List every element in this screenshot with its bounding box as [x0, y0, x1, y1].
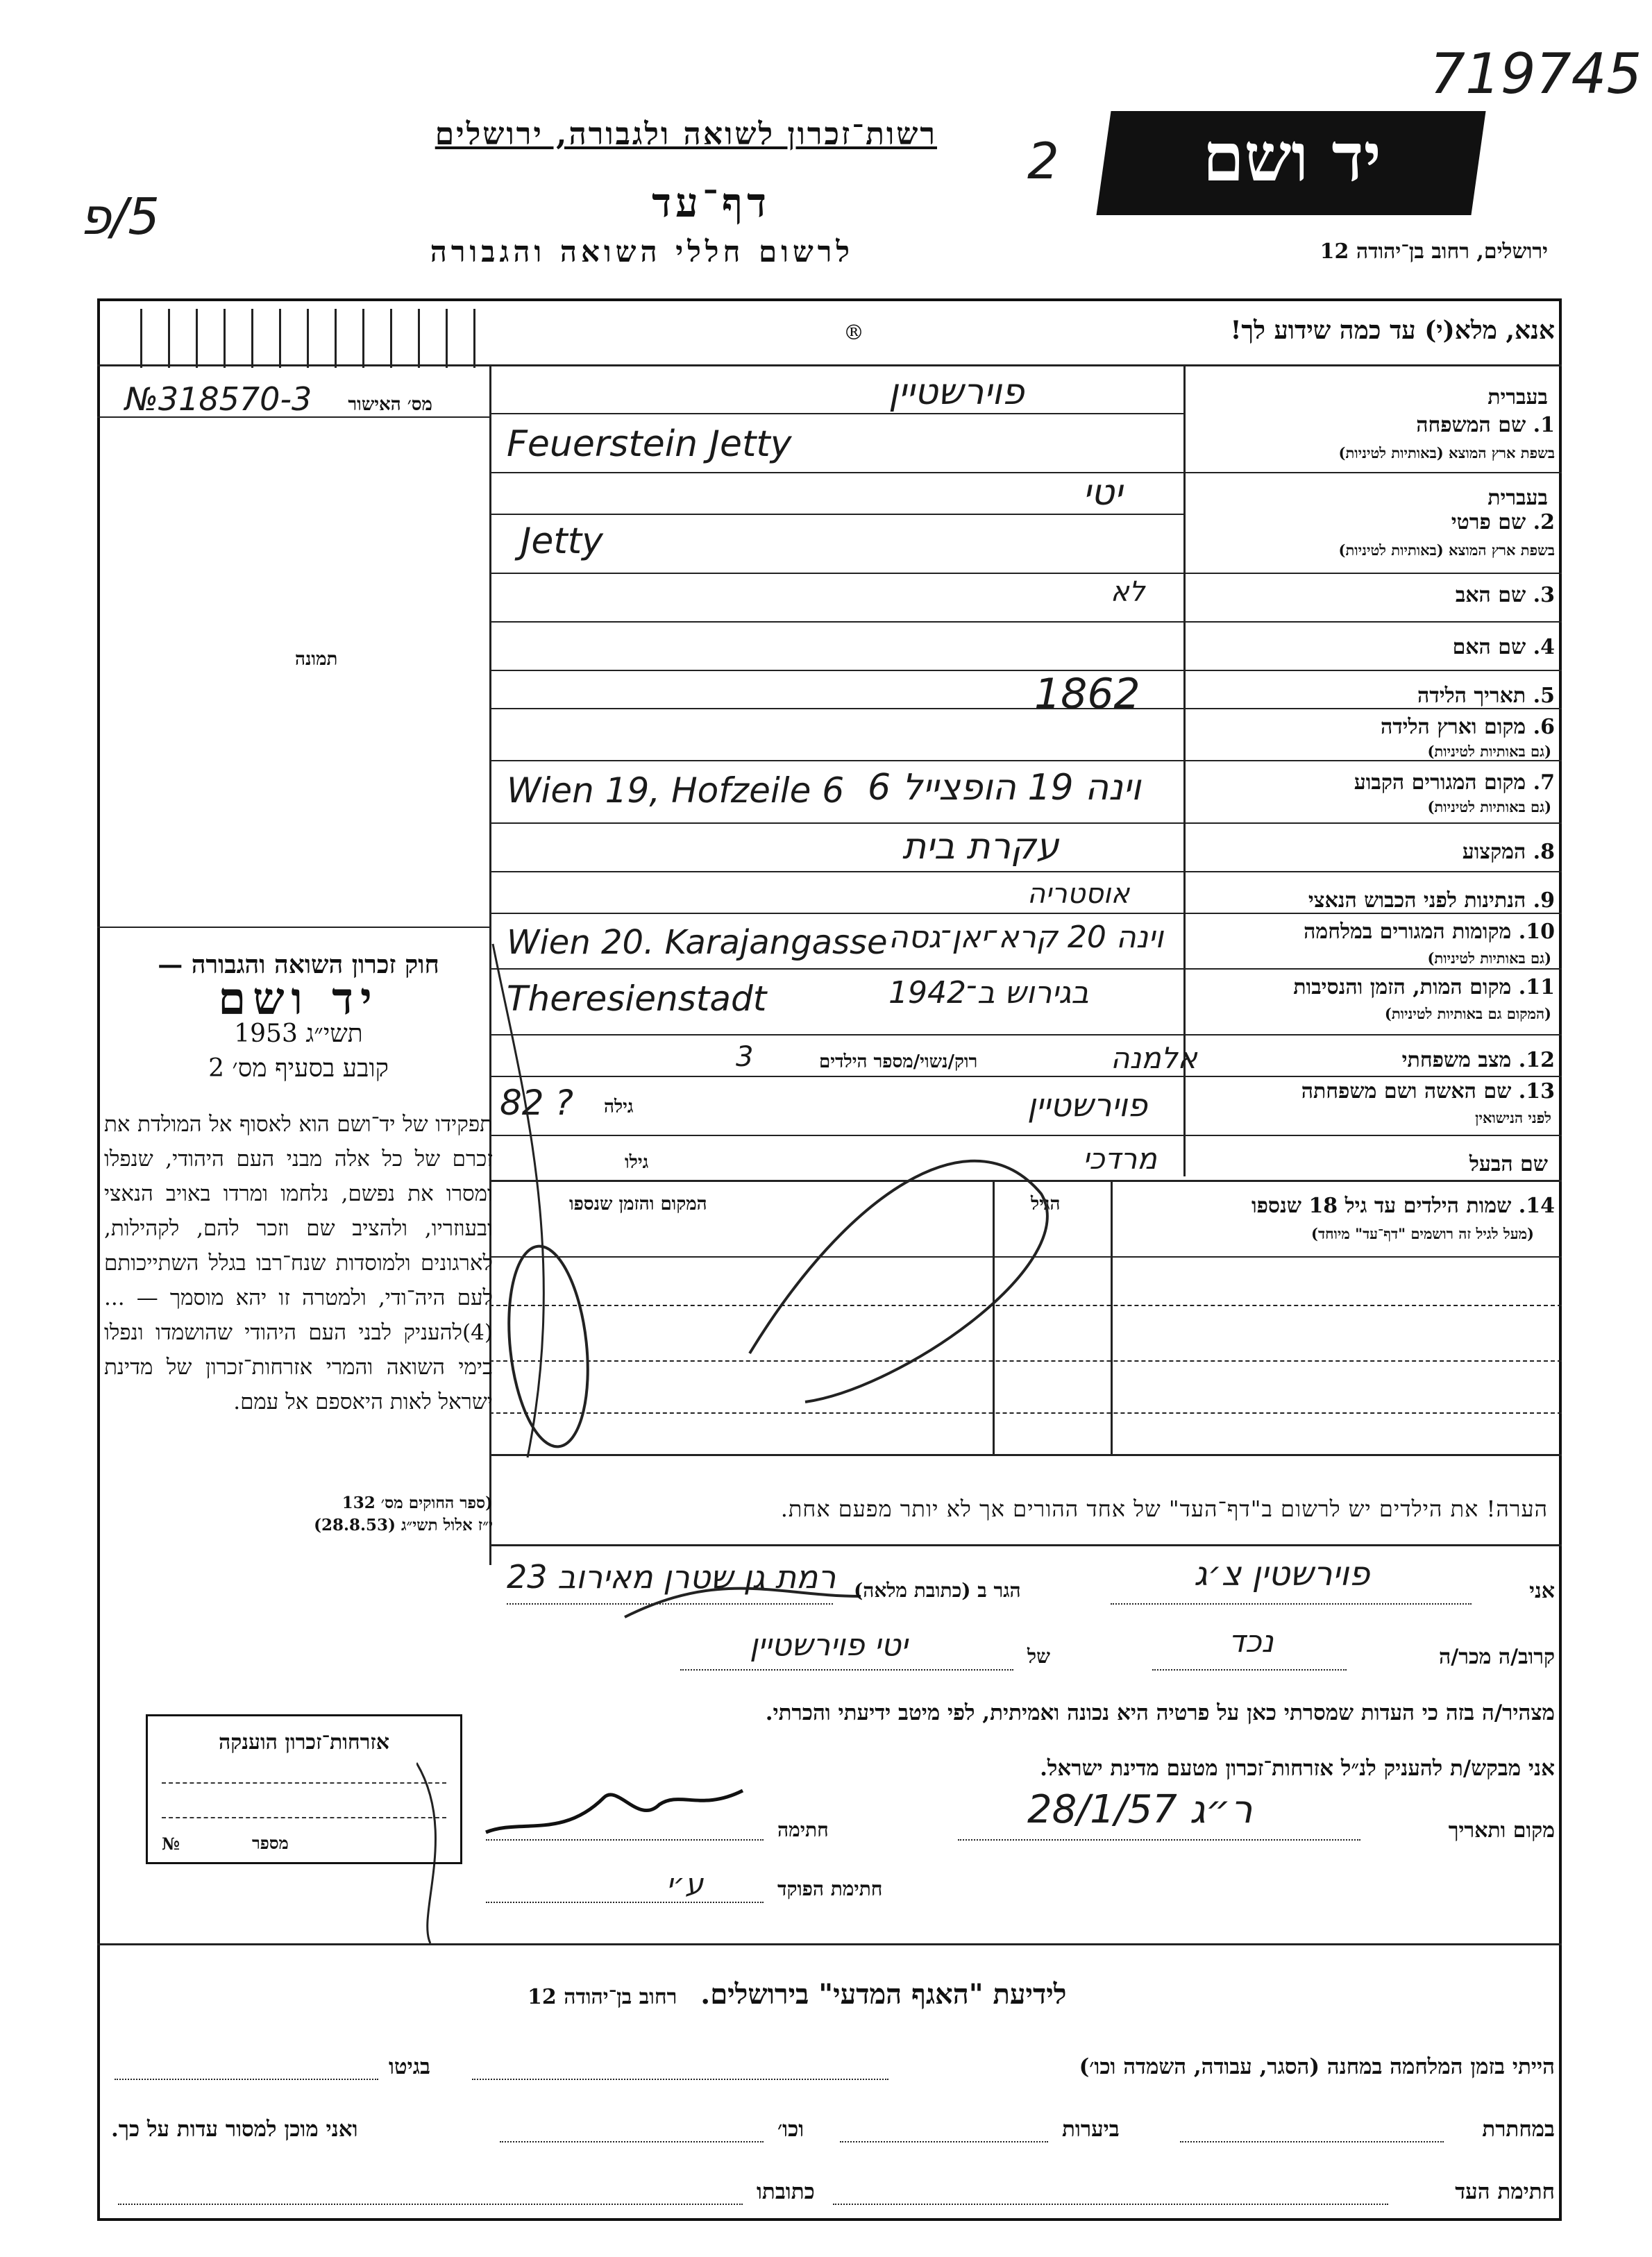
residence-latin-value: Wien 19, Hofzeile 6: [507, 770, 845, 811]
certificate-number-row: [125, 380, 432, 418]
underground-label: במחתרת: [1482, 2117, 1555, 2142]
witness-sig-label: חתימת העד: [1455, 2179, 1555, 2204]
page-subtitle: לרשום חללי השואה והגבורה: [430, 235, 854, 269]
children-label: 14. שמות הילדים עד גיל 18 שנספו: [1251, 1194, 1555, 1218]
husband-name-label: שם הבעל: [1469, 1152, 1548, 1176]
law-name: יד ושם: [218, 973, 379, 1025]
field-10-sub: (גם באותיות לטיניות): [1427, 949, 1551, 967]
field-12-label: 12. מצב משפחתי: [1401, 1048, 1555, 1072]
children-note: הערה! את הילדים יש לרשום ב"דף־העד" של אחד ההורים אך לא יותר מפעם אחת.: [780, 1496, 1548, 1522]
field-10-label: 10. מקומות המגורים במלחמה: [1304, 920, 1555, 944]
first-name-latin-value: Jetty: [521, 521, 603, 562]
children-place-col: המקום והזמן שנספו: [569, 1194, 707, 1215]
relation-value: נכד: [1229, 1624, 1274, 1659]
death-place-latin-value: Theresienstadt: [507, 979, 767, 1019]
info-title: לידיעת "האגף המדעי" בירושלים.: [700, 1978, 1067, 2011]
hebrew-label: בעברית: [1487, 385, 1548, 409]
field-11-label: 11. מקום המות, הזמן והנסיבות: [1293, 975, 1555, 999]
husband-name-value: מרדכי: [1083, 1142, 1157, 1176]
children-sub: (מעל לגיל זה רושמים "דף־עד" מיוחד): [1311, 1225, 1534, 1242]
form-instruction: אנא, מלא(י) עד כמה שידוע לך!: [1230, 316, 1555, 345]
field-2-label: 2. שם פרטי: [1451, 510, 1555, 534]
institution-address: ירושלים, רחוב בן־יהודה 12: [1320, 239, 1548, 264]
info-line1: הייתי בזמן המלחמה במחנה (הסגר, עבודה, השמדה וכו׳): [1079, 2054, 1555, 2079]
field-7-sub: (גם באותיות לטיניות): [1427, 798, 1551, 815]
witness-signature: [479, 1777, 757, 1853]
field-1-sub: בשפת ארץ המוצא (באותיות לטיניות): [1338, 444, 1555, 462]
ready-text: ואני מוכן למסור עדות על כך.: [111, 2117, 358, 2142]
law-title: חוק זכרון השואה והגבורה —: [158, 950, 439, 979]
yad-vashem-logo: [1096, 111, 1485, 215]
field-5-label: 5. תאריך הלידה: [1417, 684, 1555, 708]
certificate-label: מס׳ האישור: [348, 394, 432, 415]
war-residence-hebrew-value: וינה 20 קרא־יאן־גסה: [888, 920, 1164, 955]
husband-age-label: גילו: [625, 1152, 649, 1173]
birth-date-value: 1862: [1034, 670, 1140, 718]
witness-address-label: הגר ב (כתובת מלאה): [854, 1579, 1021, 1602]
forests-label: ביערות: [1062, 2117, 1120, 2142]
logo-text: יד ושם: [1202, 118, 1381, 196]
officer-signature-label: חתימת הפוקד: [777, 1877, 883, 1900]
info-address: רחוב בן־יהודה 12: [528, 1985, 677, 2009]
relation-label: קרוב/ה מכר/ה: [1439, 1645, 1555, 1669]
number-sign: №: [162, 1834, 180, 1854]
handwritten-side-mark: 5/פ: [80, 187, 160, 246]
spouse-name-value: פוירשטיין: [1027, 1086, 1148, 1124]
children-count-label: רוק/נשוי/מספר הילדים: [819, 1051, 978, 1072]
surname-latin-value: Feuerstein Jetty: [507, 423, 792, 465]
wife-age-label: גילה: [604, 1097, 634, 1117]
first-name-hebrew-value: יטי: [1083, 472, 1122, 514]
certificate-number: №318570-3: [125, 380, 312, 418]
number-label: מספר: [252, 1833, 289, 1853]
etc-label: וכו׳: [777, 2117, 804, 2142]
field-13-sub: לפני הנישואין: [1475, 1109, 1551, 1126]
officer-signature-value: ע׳י: [666, 1867, 704, 1901]
father-name-value: לא: [1111, 576, 1145, 608]
law-reference: (ספר החוקים מס׳ 132 י״ז אלול תשי״ג (28.8.53): [314, 1494, 493, 1535]
residence-hebrew-value: וינה 19 הופצייל 6: [868, 767, 1141, 809]
war-residence-latin-value: Wien 20. Karajangasse: [507, 923, 888, 962]
memorial-citizenship-box: [146, 1714, 462, 1864]
field-4-label: 4. שם האם: [1452, 635, 1555, 659]
marital-status-value: אלמנה: [1111, 1041, 1197, 1075]
victim-name-value: יטי פוירשטיין: [750, 1628, 908, 1663]
surname-hebrew-value: פוירשטיין: [888, 371, 1025, 413]
ghetto-label: בגיטו: [389, 2054, 430, 2079]
request-text: אני מבקש/ת להעניק לנ״ל אזרחות־זכרון מטעם מדינת ישראל.: [1040, 1756, 1555, 1781]
field-6-sub: (גם באותיות לטיניות): [1427, 743, 1551, 760]
witness-address-label-bottom: כתובתו: [757, 2179, 815, 2204]
field-1-label: 1. שם המשפחה: [1416, 413, 1555, 437]
page-title: דף־עד: [652, 179, 770, 226]
field-9-label: 9. הנתינות לפני הכבוש הנאצי: [1308, 888, 1555, 913]
code-tick-boxes: [112, 309, 480, 368]
handwritten-page-number: 2: [1027, 132, 1059, 190]
signature-label: חתימה: [777, 1818, 829, 1841]
place-date-value: ר״ג 28/1/57: [1027, 1787, 1253, 1832]
declaration-text: מצהיר/ה בזה כי העדות שמסרתי כאן על פרטיה היא נכונה ואמיתית, לפי מיטב ידיעתי והכרתי.: [765, 1700, 1555, 1725]
registered-mark-icon: ®: [843, 321, 864, 345]
hebrew-label-2: בעברית: [1487, 486, 1548, 510]
field-2-sub: בשפת ארץ המוצא (באותיות לטיניות): [1338, 541, 1555, 559]
children-age-col: הגיל: [1031, 1194, 1061, 1215]
field-11-sub: (המקום גם באותיות לטיניות): [1384, 1005, 1551, 1022]
death-place-hebrew-value: בגירוש ב־1942: [888, 975, 1089, 1011]
witness-i-label: אני: [1529, 1579, 1555, 1603]
profession-value: עקרת בית: [902, 826, 1059, 868]
children-count-value: 3: [736, 1041, 754, 1073]
witness-address-value: רמת גן שטרן מאירוב 23: [507, 1558, 836, 1596]
field-7-label: 7. מקום המגורים הקבוע: [1354, 770, 1555, 795]
law-text: תפקידו של יד־ושם הוא לאסוף אל המולדת את זכרם של כל אלה מבני העם היהודי, שנפלו ומסרו את נפשם, נלחמו ומרדו באויב הנאצי ובעוזריו, ולהציב שם וזכר להם, לקהילות, לארגונים ולמוסדות שנח־רבו בגלל השתייכותם לעם היה־ודי, ולמטרה זו יהא מוסמך — ...(4)להעניק לבני העם היהודי שהושמדו ונפלו בימי השואה והמרי אזרחות־זכרון של מדינת ישראל לאות היאספם אל עמם.: [104, 1112, 493, 1414]
nationality-value: אוסטריה: [1027, 878, 1130, 910]
place-date-label: מקום ותאריך: [1448, 1818, 1555, 1843]
wife-age-value: 82 ?: [500, 1083, 574, 1123]
law-year: תשי״ג 1953: [234, 1020, 363, 1048]
info-section: [528, 1978, 1066, 2011]
law-section: קובע בסעיף מס׳ 2: [208, 1054, 389, 1083]
field-6-label: 6. מקום וארץ הלידה: [1380, 715, 1555, 739]
photo-placeholder-label: תמונה: [295, 649, 338, 670]
witness-name-value: פוירשטין צ׳ג: [1194, 1555, 1370, 1594]
handwritten-file-number: 719745: [1430, 42, 1642, 106]
of-label: של: [1027, 1645, 1050, 1668]
field-8-label: 8. המקצוע: [1462, 840, 1555, 864]
memorial-citizenship-title: אזרחות־זכרון הוענקה: [218, 1730, 390, 1755]
field-13-label: 13. שם האשה ושם משפחתה: [1301, 1079, 1555, 1104]
institution-name: רשות־זכרון לשואה ולגבורה, ירושלים: [435, 117, 937, 152]
field-3-label: 3. שם האב: [1455, 583, 1555, 607]
